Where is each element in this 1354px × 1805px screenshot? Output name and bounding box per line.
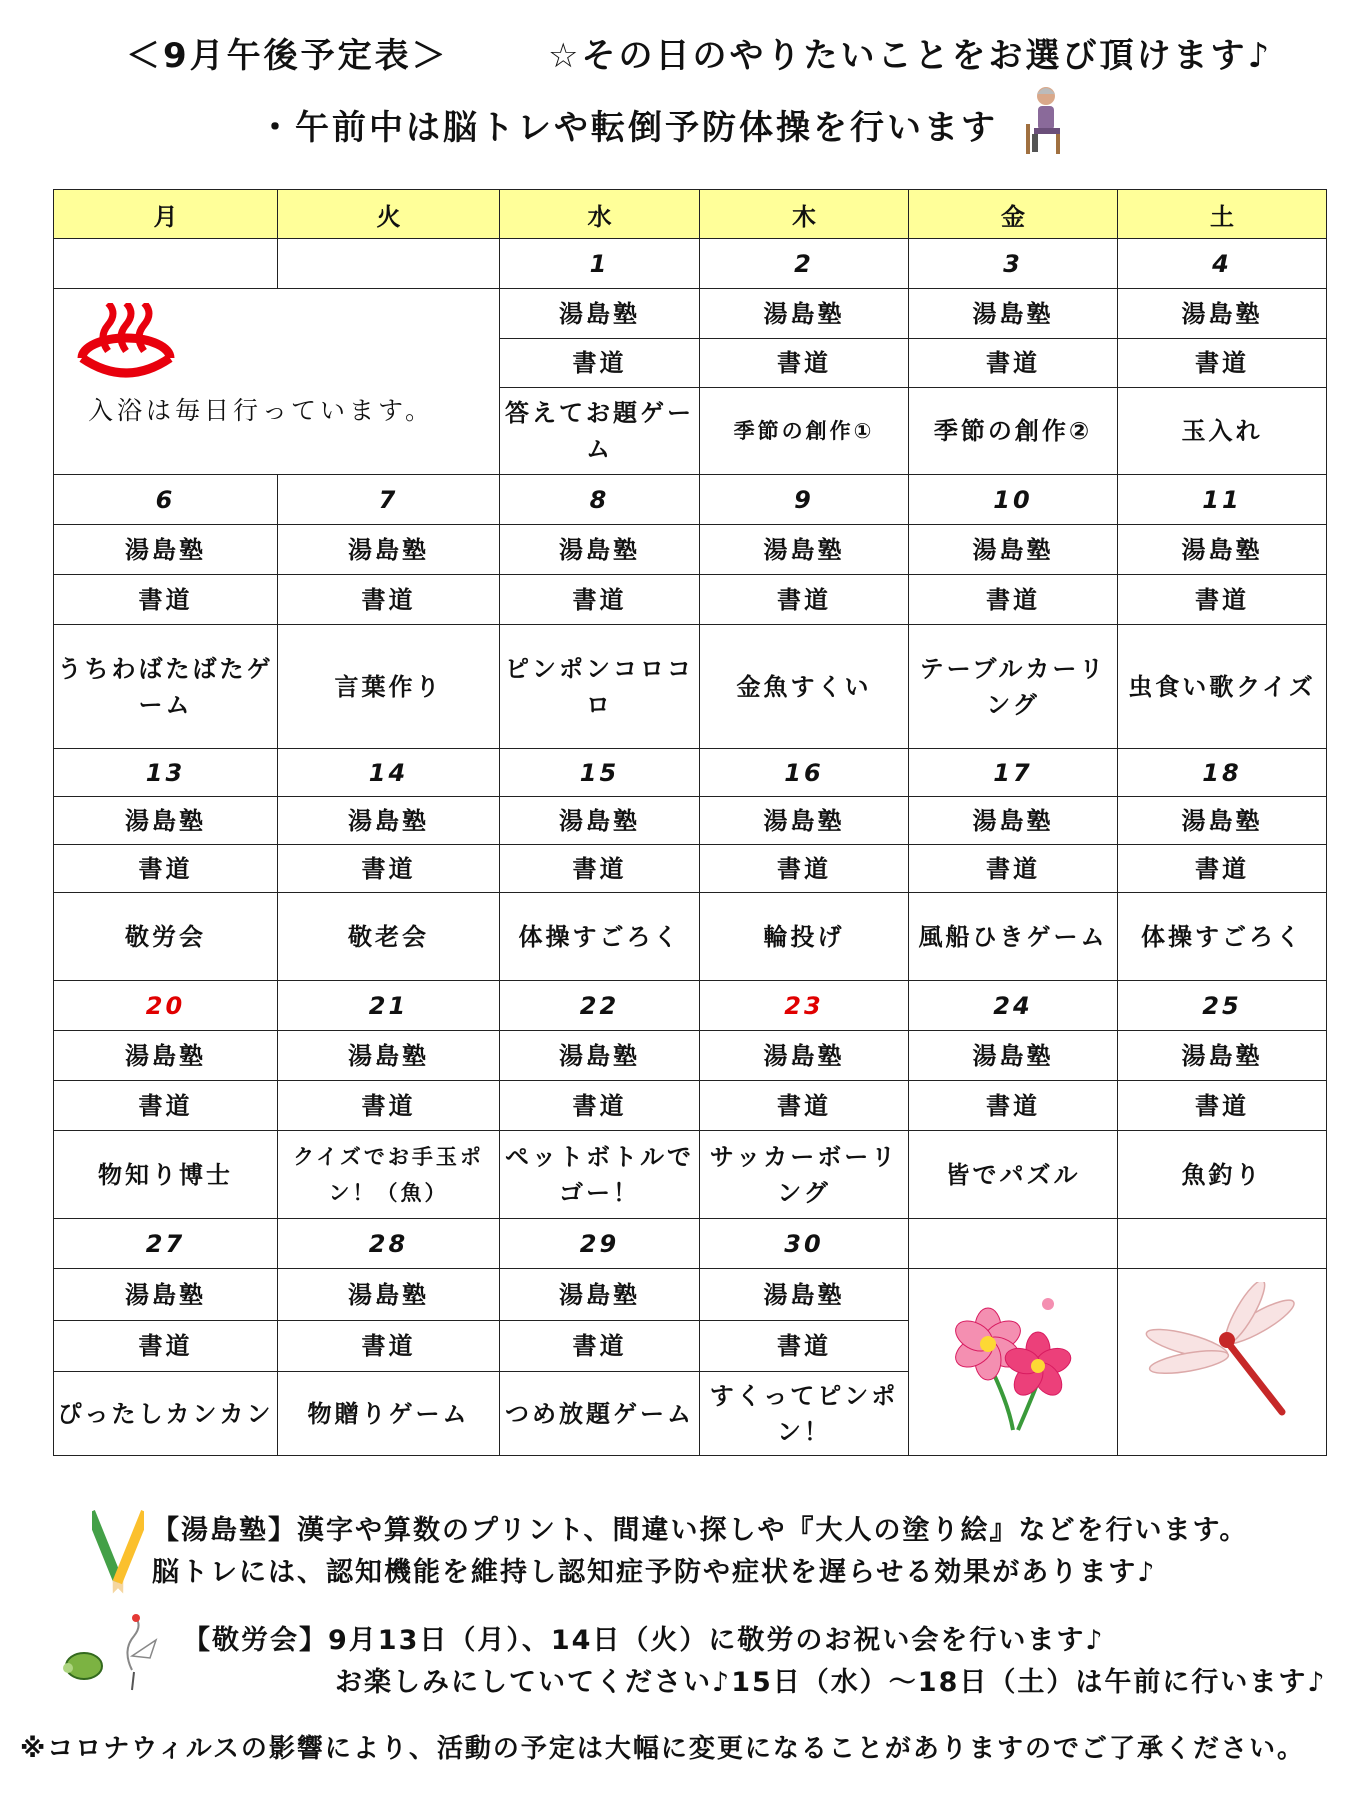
juku-note-line2: 脳トレには、認知機能を維持し認知症予防や症状を遅らせる効果があります♪ (152, 1557, 1157, 1588)
shodo-cell: 書道 (54, 845, 278, 893)
shodo-cell: 書道 (1118, 575, 1327, 625)
bath-cell (54, 289, 500, 475)
juku-cell: 湯島塾 (700, 1269, 909, 1321)
weekday-thu: 木 (700, 190, 909, 239)
date-cell (1118, 1219, 1327, 1269)
juku-cell: 湯島塾 (700, 1031, 909, 1081)
date-cell: 15 (500, 749, 700, 797)
holiday-date-cell: 23 (700, 981, 909, 1031)
dragonfly-icon (1137, 1282, 1307, 1432)
date-cell (909, 1219, 1118, 1269)
date-cell: 18 (1118, 749, 1327, 797)
page-title: ＜9月午後予定表＞ (126, 36, 449, 76)
cosmos-cell (909, 1269, 1118, 1456)
activity-cell: 季節の創作② (909, 388, 1118, 475)
activity-cell: すくってピンポン！ (700, 1372, 909, 1456)
juku-cell: 湯島塾 (700, 289, 909, 339)
activity-cell: 輪投げ (700, 893, 909, 981)
juku-cell: 湯島塾 (278, 1031, 500, 1081)
date-cell: 10 (909, 475, 1118, 525)
shodo-cell: 書道 (278, 845, 500, 893)
weekday-wed: 水 (500, 190, 700, 239)
keirou-note-line2: お楽しみにしていてください♪15日（水）～18日（土）は午前に行います♪ (335, 1667, 1327, 1698)
shodo-cell: 書道 (500, 1321, 700, 1372)
shodo-cell: 書道 (909, 575, 1118, 625)
activity-cell: 敬老会 (278, 893, 500, 981)
juku-cell: 湯島塾 (1118, 525, 1327, 575)
shodo-cell: 書道 (700, 1081, 909, 1131)
shodo-cell: 書道 (909, 339, 1118, 388)
date-cell: 25 (1118, 981, 1327, 1031)
juku-cell: 湯島塾 (500, 1031, 700, 1081)
activity-cell: うちわばたばたゲーム (54, 625, 278, 749)
juku-cell: 湯島塾 (909, 797, 1118, 845)
shodo-cell: 書道 (700, 339, 909, 388)
activity-cell: 皆でパズル (909, 1131, 1118, 1219)
shodo-cell: 書道 (54, 1321, 278, 1372)
weekday-fri: 金 (909, 190, 1118, 239)
shodo-cell: 書道 (278, 1081, 500, 1131)
shodo-cell: 書道 (700, 575, 909, 625)
morning-note: ・午前中は脳トレや転倒予防体操を行います (258, 108, 998, 148)
shodo-cell: 書道 (54, 1081, 278, 1131)
corona-notice: ※コロナウィルスの影響により、活動の予定は大幅に変更になることがありますのでご了承ください。 (20, 1734, 1305, 1764)
date-cell (278, 239, 500, 289)
shodo-cell: 書道 (700, 1321, 909, 1372)
shodo-cell: 書道 (1118, 339, 1327, 388)
weekday-tue: 火 (278, 190, 500, 239)
date-cell: 13 (54, 749, 278, 797)
date-cell: 21 (278, 981, 500, 1031)
activity-cell: 虫食い歌クイズ (1118, 625, 1327, 749)
juku-note-line1: 【湯島塾】漢字や算数のプリント、間違い探しや『大人の塗り絵』などを行います。 (152, 1515, 1249, 1546)
date-cell: 30 (700, 1219, 909, 1269)
activity-cell: 言葉作り (278, 625, 500, 749)
date-cell: 29 (500, 1219, 700, 1269)
schedule-calendar (53, 189, 1327, 1456)
juku-cell: 湯島塾 (500, 525, 700, 575)
elderly-exercise-icon (1012, 84, 1074, 156)
dragonfly-cell (1118, 1269, 1327, 1456)
juku-cell: 湯島塾 (1118, 289, 1327, 339)
juku-cell: 湯島塾 (54, 525, 278, 575)
shodo-cell: 書道 (1118, 1081, 1327, 1131)
juku-cell: 湯島塾 (700, 797, 909, 845)
date-cell: 16 (700, 749, 909, 797)
date-cell: 28 (278, 1219, 500, 1269)
date-cell: 1 (500, 239, 700, 289)
juku-cell: 湯島塾 (54, 797, 278, 845)
date-cell: 17 (909, 749, 1118, 797)
activity-cell: ピンポンコロコロ (500, 625, 700, 749)
juku-cell: 湯島塾 (1118, 1031, 1327, 1081)
turtle-crane-icon (62, 1610, 170, 1692)
juku-cell: 湯島塾 (278, 1269, 500, 1321)
date-cell: 27 (54, 1219, 278, 1269)
juku-cell: 湯島塾 (278, 797, 500, 845)
date-cell (54, 239, 278, 289)
activity-cell: ぴったしカンカン (54, 1372, 278, 1456)
weekday-sat: 土 (1118, 190, 1327, 239)
activity-cell: 物知り博士 (54, 1131, 278, 1219)
activity-cell: 物贈りゲーム (278, 1372, 500, 1456)
shodo-cell: 書道 (500, 339, 700, 388)
keirou-note-line1: 【敬労会】9月13日（月）、14日（火）に敬労のお祝い会を行います♪ (183, 1625, 1105, 1656)
activity-cell: 風船ひきゲーム (909, 893, 1118, 981)
date-cell: 6 (54, 475, 278, 525)
date-cell: 4 (1118, 239, 1327, 289)
cosmos-flower-icon (928, 1282, 1098, 1432)
shodo-cell: 書道 (278, 575, 500, 625)
shodo-cell: 書道 (909, 1081, 1118, 1131)
shodo-cell: 書道 (54, 575, 278, 625)
juku-cell: 湯島塾 (909, 525, 1118, 575)
shodo-cell: 書道 (500, 845, 700, 893)
shodo-cell: 書道 (1118, 845, 1327, 893)
activity-cell: サッカーボーリング (700, 1131, 909, 1219)
date-cell: 3 (909, 239, 1118, 289)
juku-cell: 湯島塾 (1118, 797, 1327, 845)
activity-cell: テーブルカーリング (909, 625, 1118, 749)
juku-cell: 湯島塾 (500, 289, 700, 339)
page-subtitle: ☆その日のやりたいことをお選び頂けます♪ (548, 36, 1273, 76)
juku-cell: 湯島塾 (54, 1269, 278, 1321)
date-cell: 24 (909, 981, 1118, 1031)
activity-cell: 季節の創作① (700, 388, 909, 475)
hot-spring-icon (76, 303, 176, 383)
juku-cell: 湯島塾 (700, 525, 909, 575)
activity-cell: 金魚すくい (700, 625, 909, 749)
juku-cell: 湯島塾 (909, 289, 1118, 339)
activity-cell: クイズでお手玉ポン！（魚） (278, 1131, 500, 1219)
activity-cell: 体操すごろく (500, 893, 700, 981)
shodo-cell: 書道 (500, 575, 700, 625)
shodo-cell: 書道 (909, 845, 1118, 893)
shodo-cell: 書道 (500, 1081, 700, 1131)
activity-cell: 体操すごろく (1118, 893, 1327, 981)
date-cell: 22 (500, 981, 700, 1031)
juku-cell: 湯島塾 (278, 525, 500, 575)
date-cell: 2 (700, 239, 909, 289)
juku-cell: 湯島塾 (500, 797, 700, 845)
juku-cell: 湯島塾 (909, 1031, 1118, 1081)
shodo-cell: 書道 (278, 1321, 500, 1372)
activity-cell: つめ放題ゲーム (500, 1372, 700, 1456)
pencils-icon (92, 1496, 144, 1594)
juku-cell: 湯島塾 (500, 1269, 700, 1321)
bath-note: 入浴は毎日行っています。 (88, 396, 435, 425)
shodo-cell: 書道 (700, 845, 909, 893)
date-cell: 14 (278, 749, 500, 797)
date-cell: 9 (700, 475, 909, 525)
weekday-mon: 月 (54, 190, 278, 239)
activity-cell: 魚釣り (1118, 1131, 1327, 1219)
date-cell: 8 (500, 475, 700, 525)
activity-cell: ペットボトルでゴー！ (500, 1131, 700, 1219)
date-cell: 7 (278, 475, 500, 525)
activity-cell: 敬労会 (54, 893, 278, 981)
activity-cell: 玉入れ (1118, 388, 1327, 475)
holiday-date-cell: 20 (54, 981, 278, 1031)
date-cell: 11 (1118, 475, 1327, 525)
activity-cell: 答えてお題ゲーム (500, 388, 700, 475)
juku-cell: 湯島塾 (54, 1031, 278, 1081)
